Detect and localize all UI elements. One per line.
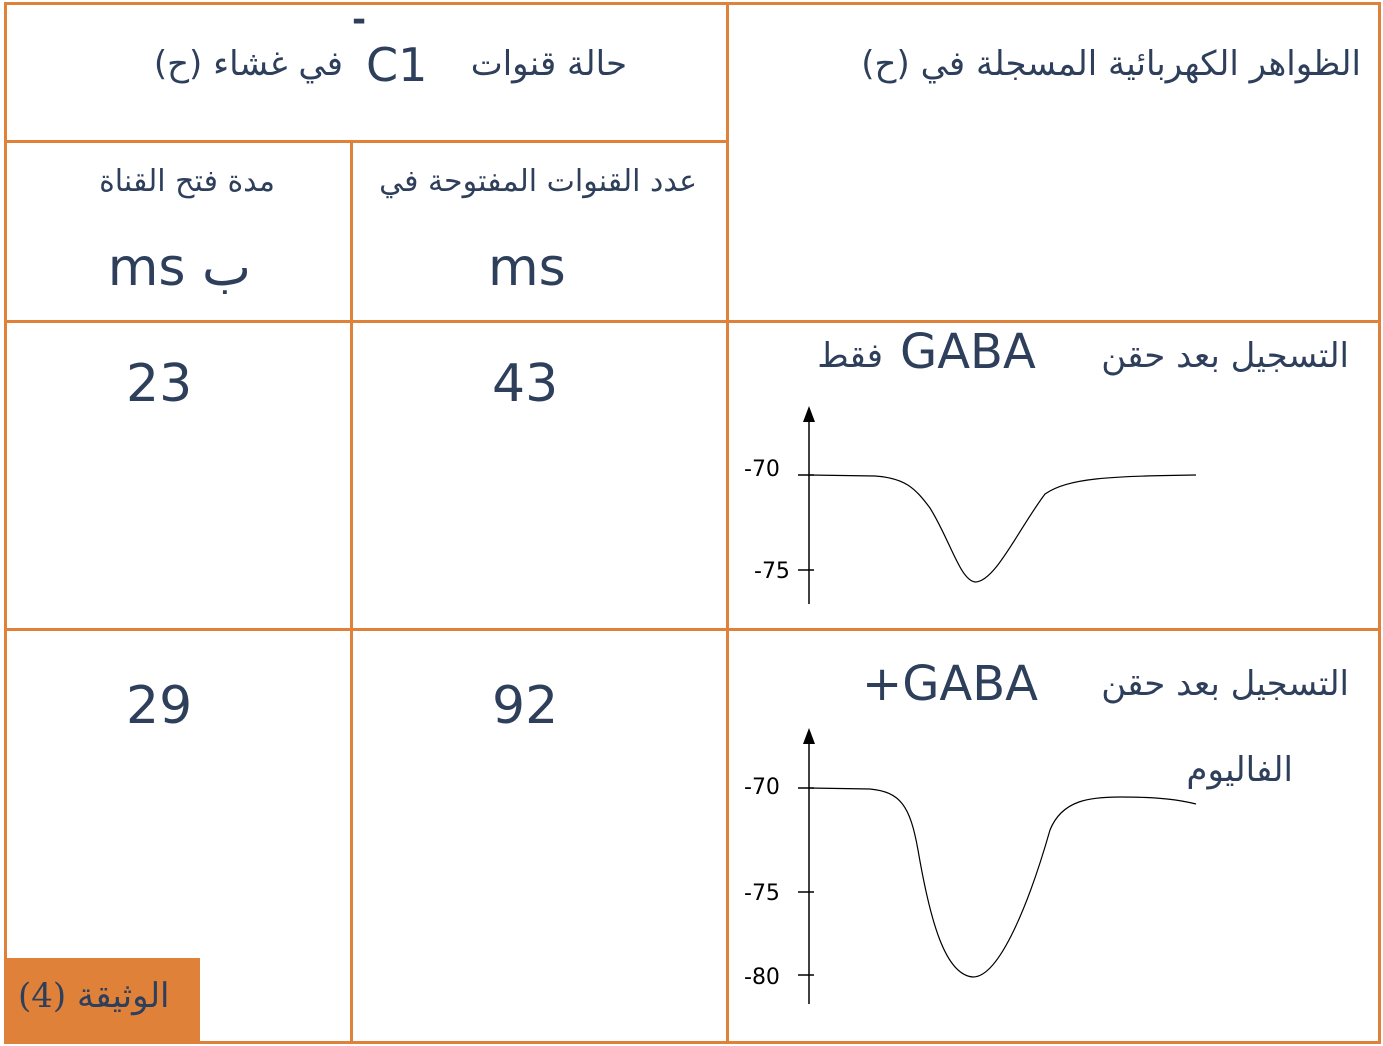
table-border-row1 [4, 628, 1381, 631]
header-state-ion: C1 [366, 38, 428, 92]
header-state-charge: - [352, 0, 367, 40]
row1-tick-75: -75 [754, 559, 790, 584]
row1-tick-70: -70 [744, 457, 780, 482]
row2-title-tail: الفاليوم [1186, 750, 1293, 790]
row2-title-ar: التسجيل بعد حقن [1101, 664, 1349, 704]
header-phenomena: الظواهر الكهربائية المسجلة في (ح) [861, 44, 1361, 84]
subheader-duration-unit: ms ب [107, 238, 251, 298]
row1-title-drug: GABA [900, 324, 1036, 380]
row2-tick-70: -70 [744, 775, 780, 800]
subheader-open-channels-unit: ms [488, 238, 566, 298]
table-border-right [1378, 2, 1381, 1044]
row2-duration: 29 [126, 676, 193, 736]
table-border-header [4, 140, 728, 143]
row2-tick-75: -75 [744, 881, 780, 906]
table-border-mid [726, 2, 729, 1044]
row1-duration: 23 [126, 354, 193, 414]
row2-title-drug: +GABA [862, 656, 1039, 712]
row1-title-ar: التسجيل بعد حقن [1101, 336, 1349, 376]
row1-open-channels: 43 [492, 354, 559, 414]
row2-tick-80: -80 [744, 965, 780, 990]
table-border-left [4, 2, 7, 1044]
row1-title-tail: فقط [817, 336, 883, 376]
header-state-part1: حالة قنوات [470, 44, 627, 84]
table-border-top [4, 2, 1381, 5]
document-label: الوثيقة (4) [18, 976, 170, 1016]
document-label-badge [6, 958, 200, 1042]
subheader-open-channels: عدد القنوات المفتوحة في [379, 164, 697, 199]
subheader-duration: مدة فتح القناة [99, 164, 275, 199]
row2-open-channels: 92 [492, 676, 559, 736]
header-state-part2: في غشاء (ح) [153, 44, 343, 84]
table-border-col-split [350, 140, 353, 1044]
table-border-subheader [4, 320, 1381, 323]
table-border-bottom [4, 1041, 1381, 1044]
